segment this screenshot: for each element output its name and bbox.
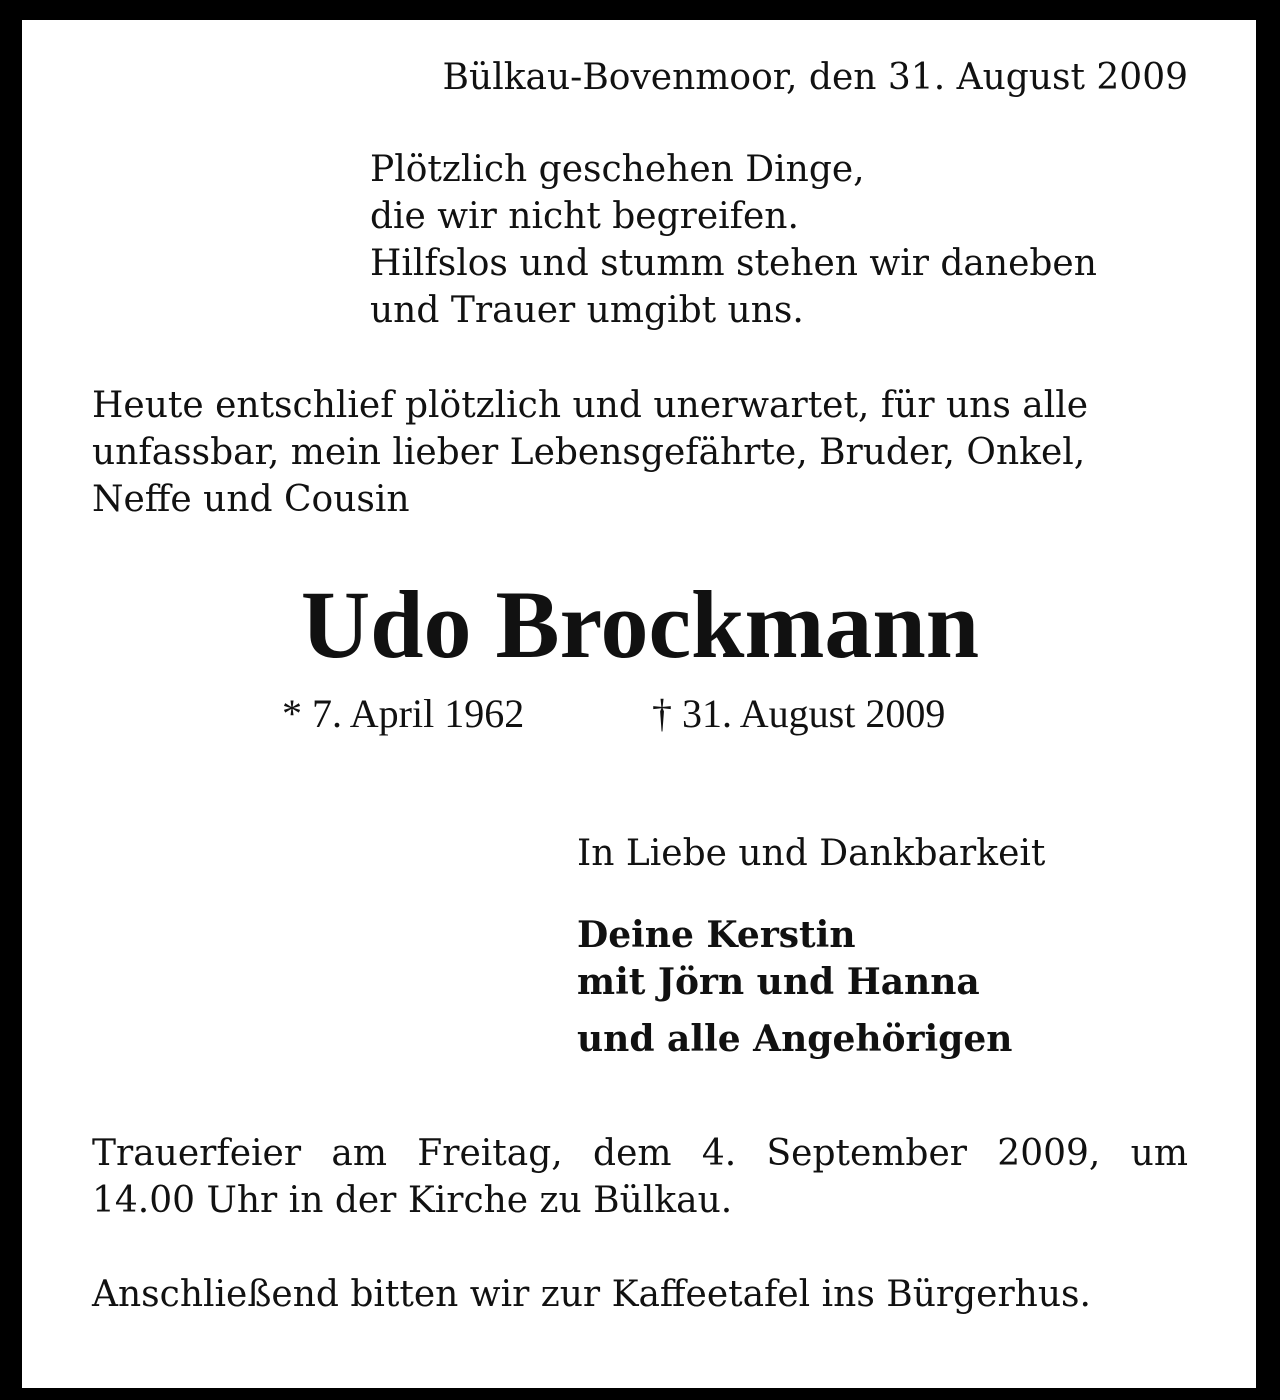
- poem-verse: [370, 146, 1097, 334]
- ceremony-paragraph: [92, 1130, 1188, 1224]
- poem-line: und Trauer umgibt uns.: [370, 290, 804, 331]
- poem-line: Plötzlich geschehen Dinge,: [370, 149, 865, 190]
- birth-date: * 7. April 1962: [282, 691, 525, 736]
- intro-paragraph: [92, 382, 1188, 523]
- poem-line: Hilfslos und stumm stehen wir daneben: [370, 243, 1097, 284]
- signer-line: Deine Kerstin: [577, 914, 856, 956]
- signer-line: mit Jörn und Hanna: [577, 961, 980, 1003]
- intro-line: unfassbar, mein lieber Lebensgefährte, Bruder, Onkel,: [92, 432, 1086, 473]
- ceremony-line: 14.00 Uhr in der Kirche zu Bülkau.: [92, 1180, 733, 1221]
- love-gratitude-line: In Liebe und Dankbarkeit: [577, 833, 1046, 874]
- deceased-name: Udo Brockmann: [300, 571, 980, 678]
- signer-line: und alle Angehörigen: [577, 1018, 1013, 1060]
- death-date: † 31. August 2009: [652, 691, 946, 736]
- intro-line: Heute entschlief plötzlich und unerwartet, für uns alle: [92, 385, 1089, 426]
- intro-line: Neffe und Cousin: [92, 479, 410, 520]
- poem-line: die wir nicht begreifen.: [370, 196, 799, 237]
- ceremony-line: Trauerfeier am Freitag, dem 4. September 2009, um: [92, 1133, 1188, 1174]
- place-date-line: Bülkau-Bovenmoor, den 31. August 2009: [442, 57, 1188, 98]
- signers-block: [577, 912, 1012, 1063]
- closing-line: Anschließend bitten wir zur Kaffeetafel ins Bürgerhus.: [92, 1274, 1091, 1315]
